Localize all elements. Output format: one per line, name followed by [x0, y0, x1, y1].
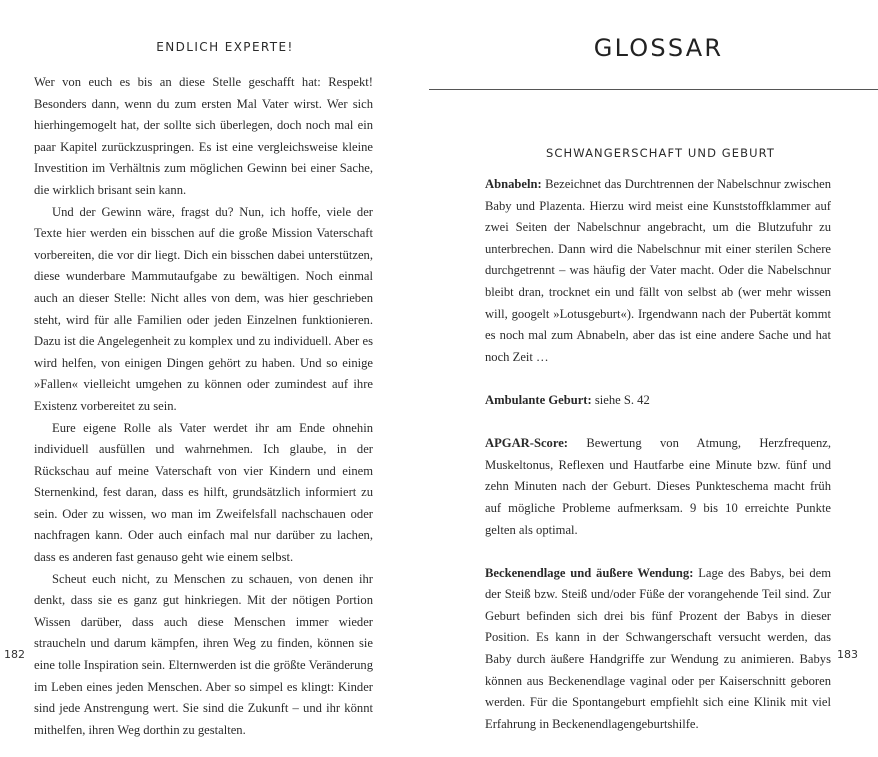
glossary-term: Beckenendlage und äußere Wendung: — [485, 565, 694, 580]
glossary-entry — [485, 390, 831, 412]
left-page — [0, 0, 439, 737]
glossary-definition: Lage des Babys, bei dem der Steiß bzw. Steiß und/oder Füße der vorangehende Teil sind. Zur Geburt befinden sich drei bis fünf Prozent der Babys in dieser Position. Es kann in der Schwangerschaft versucht werden, das Baby durch äußere Handgriffe zur Wendung zu animieren. Babys können aus Beckenendlage vaginal oder per Kaiserschnitt geboren werden. Für die Spontangeburt empfiehlt sich eine Klinik mit viel Erfahrung in Beckenendlagengeburtshilfe. — [485, 565, 832, 731]
page-title: GLOSSAR — [593, 34, 724, 62]
glossary-definition: siehe S. 42 — [591, 392, 650, 407]
glossary-definition: Bezeichnet das Durchtrennen der Nabelschnur zwischen Baby und Plazenta. Hierzu wird meist eine Kunststoffklammer auf zwei Seiten der Nabelschnur angebracht, um die Blutzufuhr zu unterbrechen. Dann wird die Nabelschnur mit einer sterilen Schere durchgetrennt – was häufig der Vater macht. Oder die Nabelschnur bleibt dran, trocknet ein und fällt von selbst ab (wer mehr wissen will, googelt »Lotusgeburt«). Irgendwann nach der Pubertät kommt es noch mal zum Abnabeln, aber das ist eine andere Sache und hat noch Zeit … — [485, 177, 831, 364]
glossary-term: APGAR-Score: — [485, 436, 569, 451]
title-divider — [429, 89, 878, 90]
body-text — [34, 72, 373, 741]
paragraph: Eure eigene Rolle als Vater werdet ihr am Ende ohnehin individuell ausfüllen und wahrnehmen. Ich glaube, in der Rückschau auf meine Vaterschaft von vier Kindern und einem Sternenkind, fest daran, dass es hilft, grundsätzlich informiert zu sein. Oder zu wissen, wo man im Zweifelsfall nachschauen oder nachfragen kann. Oder auch einfach mal nur darüber zu lachen, dass es anderen fast genauso geht wie einem selbst. — [34, 420, 373, 565]
paragraph: Scheut euch nicht, zu Menschen zu schauen, von denen ihr denkt, dass sie es ganz gut hinkriegen. Mit der nötigen Portion Wissen darüber, dass auch diese Menschen immer wieder straucheln und darum kämpfen, ihren Weg zu finden, können sie eine tolle Inspiration sein. Elternwerden ist die größte Veränderung im Leben eines jeden Menschen. Aber so simpel es klingt: Kinder sind jede Anstrengung wert. Sie sind die Zukunft – und ihr könnt mithelfen, ihren Weg dorthin zu gestalten. — [34, 571, 373, 737]
glossary-entry — [485, 563, 831, 736]
page-number: 182 — [4, 648, 25, 661]
glossary-entry — [485, 174, 831, 368]
glossary-entry — [485, 433, 831, 541]
right-page — [439, 0, 878, 731]
running-head: ENDLICH EXPERTE! — [156, 40, 294, 54]
glossary-term: Abnabeln: — [485, 177, 542, 191]
section-heading: SCHWANGERSCHAFT UND GEBURT — [545, 146, 776, 160]
glossary-term: Ambulante Geburt: — [485, 392, 592, 407]
page-number: 183 — [837, 648, 858, 661]
paragraph: Wer von euch es bis an diese Stelle geschafft hat: Respekt! Besonders dann, wenn du zum ersten Mal Vater wirst. Wer sich hierhingemogelt hat, der sollte sich überlegen, doch noch mal ein paar Kapitel zurückzuspringen. Es ist eine vergleichsweise kleine Investition im Verhältnis zum möglichen Gewinn bei einer Sache, die wirklich brisant sein kann. — [34, 75, 373, 197]
glossary-definition: Bewertung von Atmung, Herzfrequenz, Muskeltonus, Reflexen und Hautfarbe eine Minute bzw. fünf und zehn Minuten nach der Geburt. Dieses Punkteschema macht früh auf mögliche Probleme aufmerksam. 9 bis 10 erreichte Punkte gelten als optimal. — [485, 436, 831, 537]
paragraph: Und der Gewinn wäre, fragst du? Nun, ich hoffe, viele der Texte hier werden ein bisschen auf die große Mission Vaterschaft vorbereiten, die vor dir liegt. Dich ein bisschen dabei unterstützen, diese wunderbare Mammutaufgabe zu bewältigen. Noch einmal auch an dieser Stelle: Nicht alles von dem, was hier geschrieben steht, wird für alle Familien oder jeden Einzelnen funktionieren. Dazu ist die Angelegenheit zu komplex und zu individuell. Aber es wird helfen, von einigen Dingen gehört zu haben. Und so einige »Fallen« vielleicht umgehen zu können oder zumindest auf ihre Existenz vorbereitet zu sein. — [34, 204, 373, 413]
glossary-list — [485, 174, 831, 757]
